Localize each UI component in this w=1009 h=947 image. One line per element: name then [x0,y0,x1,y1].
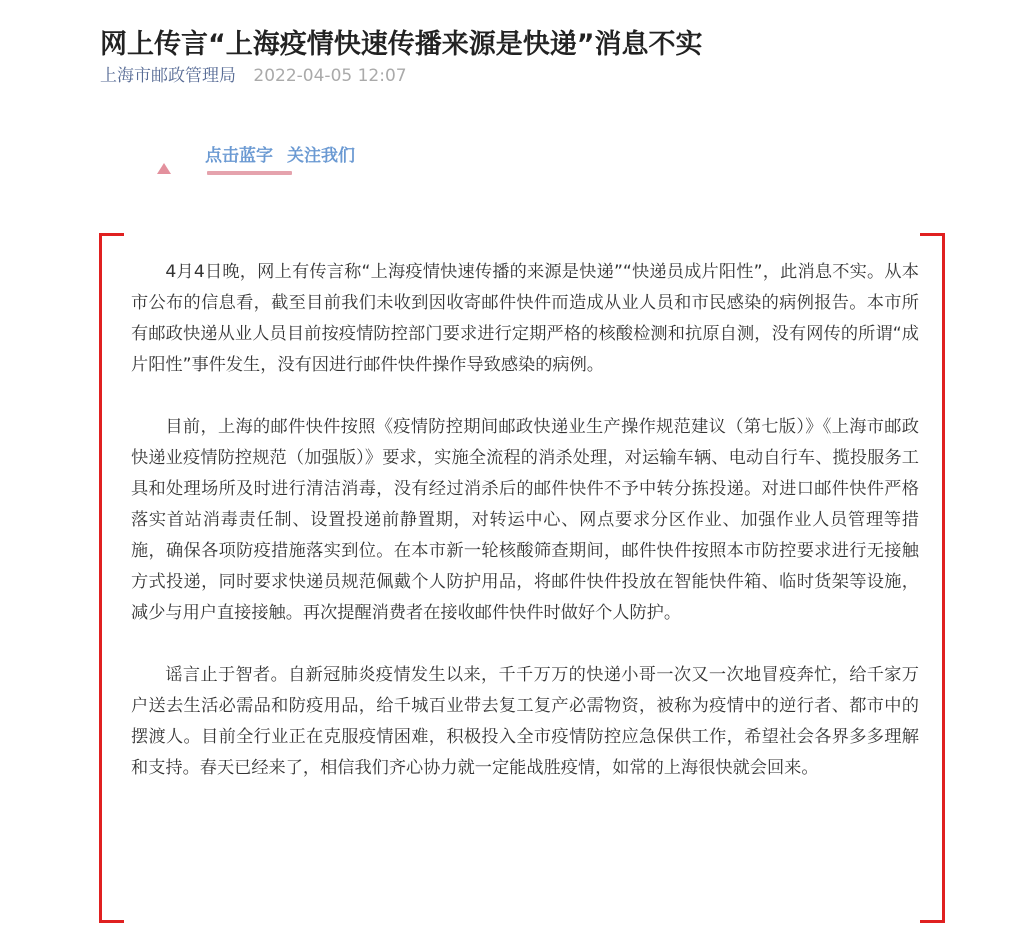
follow-prompt[interactable] [205,144,355,168]
triangle-decoration-icon [157,163,171,174]
publish-date: 2022-04-05 12:07 [253,66,407,86]
paragraph: 谣言止于智者。自新冠肺炎疫情发生以来，千千万万的快递小哥一次又一次地冒疫奔忙，给千家万户送去生活必需品和防疫用品，给千城百业带去复工复产必需物资，被称为疫情中的逆行者、都市中的摆渡人。目前全行业正在克服疫情困难，积极投入全市疫情防控应急保供工作，希望社会各界多多理解和支持。春天已经来了，相信我们齐心协力就一定能战胜疫情，如常的上海很快就会回来。 [131,665,919,778]
paragraph: 4月4日晚，网上有传言称“上海疫情快速传播的来源是快递”“快递员成片阳性”，此消息不实。从本市公布的信息看，截至目前我们未收到因收寄邮件快件而造成从业人员和市民感染的病例报告。本市所有邮政快递从业人员目前按疫情防控部门要求进行定期严格的核酸检测和抗原自测，没有网传的所谓“成片阳性”事件发生，没有因进行邮件快件操作导致感染的病例。 [131,262,919,375]
follow-underline [207,171,292,175]
article-title: 网上传言“上海疫情快速传播来源是快递”消息不实 [100,29,703,61]
frame-corner-bottom-left [99,898,124,923]
frame-corner-top-right [920,233,945,258]
author-link[interactable]: 上海市邮政管理局 [100,66,236,86]
follow-prompt-part1: 点击蓝字 [205,146,273,166]
article-meta [100,64,407,88]
frame-corner-top-left [99,233,124,258]
article-body [131,257,919,815]
paragraph: 目前，上海的邮件快件按照《疫情防控期间邮政快递业生产操作规范建议（第七版）》《上海市邮政快递业疫情防控规范（加强版）》要求，实施全流程的消杀处理，对运输车辆、电动自行车、揽投服务工具和处理场所及时进行清洁消毒，没有经过消杀后的邮件快件不予中转分拣投递。对进口邮件快件严格落实首站消毒责任制、设置投递前静置期，对转运中心、网点要求分区作业、加强作业人员管理等措施，确保各项防疫措施落实到位。在本市新一轮核酸筛查期间，邮件快件按照本市防控要求进行无接触方式投递，同时要求快递员规范佩戴个人防护用品，将邮件快件投放在智能快件箱、临时货架等设施，减少与用户直接接触。再次提醒消费者在接收邮件快件时做好个人防护。 [131,417,919,623]
frame-corner-bottom-right [920,898,945,923]
content-frame [99,233,945,923]
follow-banner[interactable] [150,140,450,190]
frame-right-border [942,233,945,923]
frame-left-border [99,233,102,923]
follow-prompt-part2: 关注我们 [287,146,355,166]
